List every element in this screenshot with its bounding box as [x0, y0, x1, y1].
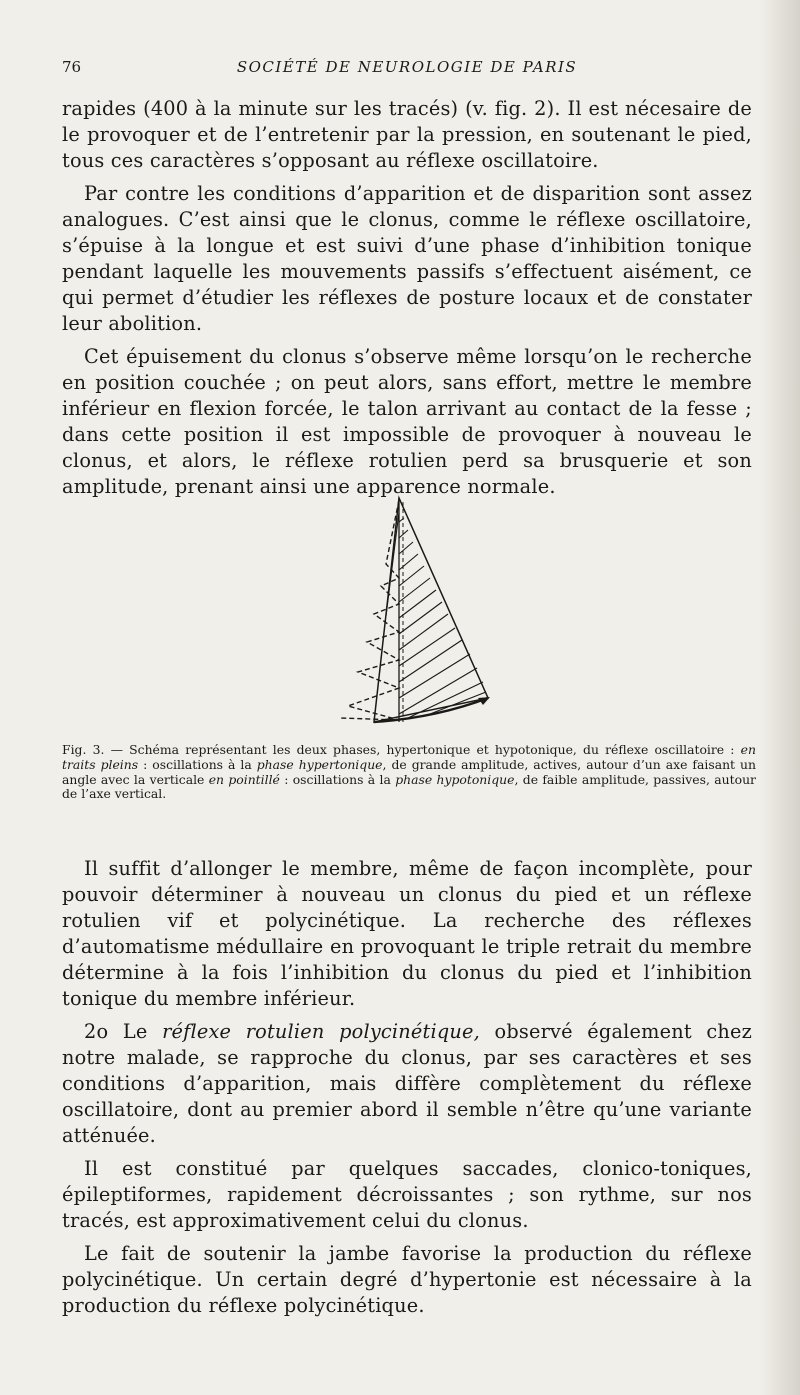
caption-label: Fig. 3. [62, 742, 105, 757]
paragraph: Cet épuisement du clonus s’observe même lorsqu’on le recherche en position couchée ; on peut alors, sans effort, mettre le membre inférieur en flexion forcée, le talon arrivant au contact de la fesse ; dans cette position il est impossible de provoquer à nouveau le clonus, et alors, le réflexe rotulien perd sa brusquerie et son amplitude, prenant ainsi une apparence normale. [62, 345, 752, 498]
paragraph-text: observé également chez notre malade, se rapproche du clonus, par ses caractères et ses conditions d’apparition, mais diffère complètement du réflexe oscillatoire, dont au premier abord il semble n’être qu’une variante atténuée. [62, 1020, 752, 1147]
section-prefix: 2o Le [84, 1020, 163, 1043]
figure-3-cone-diagram [300, 492, 505, 732]
paragraph: Par contre les conditions d’apparition et de disparition sont assez analogues. C’est ainsi que le clonus, comme le réflexe oscillatoire, s’épuise à la longue et est suivi d’une phase d’inhibition tonique pendant laquelle les mouvements passifs s’effectuent aisément, ce qui permet d’étudier les réflexes de posture locaux et de constater leur abolition. [62, 182, 752, 335]
paragraph [62, 1019, 752, 1149]
caption-text: : oscillations à la [279, 771, 396, 787]
paragraph: rapides (400 à la minute sur les tracés) (v. fig. 2). Il est nécesaire de le provoquer et de l’entretenir par la pression, en soutenant le pied, tous ces caractères s’opposant au réflexe oscillatoire. [62, 97, 752, 172]
caption-text: , de grande amplitude, actives, autour d’un axe faisant un angle avec la verticale [62, 756, 756, 787]
caption-text: , de faible amplitude, passives, autour de l’axe vertical. [62, 771, 756, 802]
body-text-top [62, 96, 752, 500]
page-number: 76 [62, 58, 82, 76]
caption-emphasis: en traits pleins [62, 742, 756, 772]
hypertonic-hatching [386, 512, 486, 718]
journal-title: SOCIÉTÉ DE NEUROLOGIE DE PARIS [236, 58, 578, 76]
caption-text: — Schéma représentant les deux phases, hypertonique et hypotonique, du réflexe oscillatoire : [104, 742, 741, 757]
caption-emphasis: phase hypertonique [256, 756, 383, 772]
caption-emphasis: phase hypotonique [395, 771, 515, 787]
figure-caption [62, 743, 756, 802]
paragraph: Le fait de soutenir la jambe favorise la production du réflexe polycinétique. Un certain degré d’hypertonie est nécessaire à la production du réflexe polycinétique. [62, 1242, 752, 1317]
page-edge-shadow [760, 0, 800, 1395]
body-text-bottom [62, 856, 752, 1319]
caption-text: : oscillations à la [138, 756, 257, 772]
oscillation-diagram [300, 492, 505, 732]
italic-term: réflexe rotulien polycinétique, [162, 1020, 480, 1043]
paragraph: Il suffit d’allonger le membre, même de façon incomplète, pour pouvoir déterminer à nouveau un clonus du pied et un réflexe rotulien vif et polycinétique. La recherche des réflexes d’automatisme médullaire en provoquant le triple retrait du membre détermine à la fois l’inhibition du clonus du pied et l’inhibition tonique du membre inférieur. [62, 857, 752, 1010]
caption-emphasis: en pointillé [208, 771, 280, 787]
paragraph: Il est constitué par quelques saccades, clonico-toniques, épileptiformes, rapidement décroissantes ; son rythme, sur nos tracés, est approximativement celui du clonus. [62, 1157, 752, 1232]
running-head [62, 58, 752, 84]
hypotonic-dashed-zigzag [340, 500, 399, 720]
